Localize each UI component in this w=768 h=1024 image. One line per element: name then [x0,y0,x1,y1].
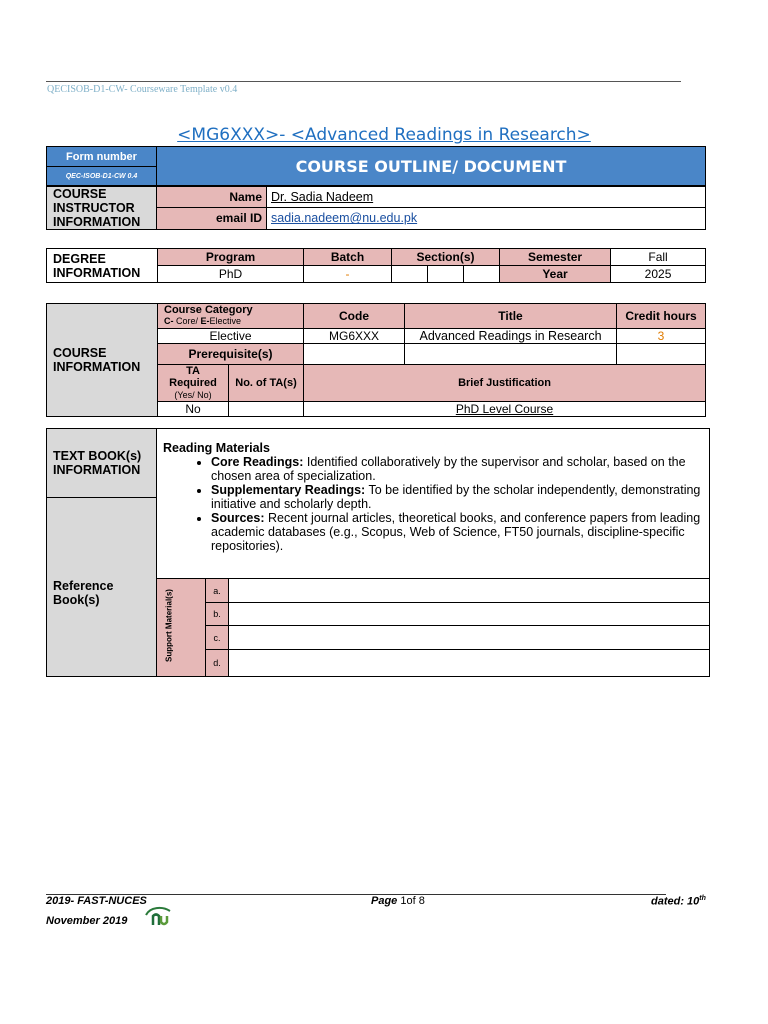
email-label: email ID [157,207,267,229]
support-row-field[interactable] [229,650,710,677]
reading-item-text: To be identified by the scholar independently, demonstrating initiative and scholarly depth. [211,483,701,511]
form-code: QEC-ISOB-D1-CW 0.4 [47,167,157,186]
header-rule [46,81,681,82]
reading-item [211,483,705,511]
prerequisite-cell [405,344,617,365]
reference-books-label: Reference Book(s) [47,579,157,677]
ta-required-value: No [158,402,229,417]
dated-text: dated: 10 [651,895,700,908]
reading-materials-list [163,455,705,553]
reading-item-title: Supplementary Readings: [211,483,366,497]
ta-required-title: TA Required [169,365,217,389]
course-category-title: Course Category [164,304,253,316]
template-code: QECISOB-D1-CW- Courseware Template v0.4 [47,84,238,95]
reading-item-text: Recent journal articles, theoretical books, and conference papers from leading academic databases (e.g., Scopus, Web of Science, FT50 journals, discipline-specific repositories). [211,511,701,553]
support-row-field[interactable] [229,626,710,650]
instructor-name: Dr. Sadia Nadeem [267,187,706,208]
core-text: Core/ [173,316,201,326]
justification-label: Brief Justification [304,365,706,402]
support-row-letter: b. [206,603,229,626]
textbook-table [46,428,710,677]
credit-hours-label: Credit hours [617,304,706,329]
ta-yes-no: (Yes/ No) [174,390,212,400]
reading-item-title: Core Readings: [211,455,304,469]
prerequisite-cell [304,344,405,365]
degree-section-label: DEGREE INFORMATION [47,249,158,283]
credit-hours-value: 3 [617,329,706,344]
section-cell [464,266,500,283]
code-value: MG6XXX [304,329,405,344]
support-material-label-cell [157,579,206,677]
course-category-label [158,304,304,329]
course-section-label: COURSE INFORMATION [47,304,158,417]
page-number [371,895,425,907]
elective-code: E- [200,316,210,326]
program-value: PhD [158,266,304,283]
batch-value: - [304,266,392,283]
title-value: Advanced Readings in Research [405,329,617,344]
reading-item [211,455,705,483]
support-row-field[interactable] [229,603,710,626]
instructor-section-label: COURSE INSTRUCTOR INFORMATION [47,187,157,230]
instructor-table [46,186,706,230]
nu-logo-icon [144,905,172,927]
section-cell [428,266,464,283]
support-row-letter: d. [206,650,229,677]
category-value: Elective [158,329,304,344]
reference-top-cell [47,498,157,579]
program-label: Program [158,249,304,266]
footer-month-year: November 2019 [46,915,128,927]
form-heading: COURSE OUTLINE/ DOCUMENT [157,147,706,186]
support-row-letter: c. [206,626,229,650]
core-code: C- [164,316,174,326]
semester-value: Fall [611,249,706,266]
footer-dated [651,895,706,908]
course-category-legend [164,316,299,327]
reading-materials-heading: Reading Materials [163,441,270,455]
textbook-section-label: TEXT BOOK(s) INFORMATION [47,429,157,498]
code-label: Code [304,304,405,329]
support-material-label-wrap [161,580,175,676]
ta-required-label [158,365,229,402]
elective-text: Elective [209,316,242,326]
support-row-field[interactable] [229,579,710,603]
form-number-label: Form number [47,147,157,167]
title-label: Title [405,304,617,329]
reading-item [211,511,705,553]
sections-label: Section(s) [392,249,500,266]
document-title: <MG6XXX>- <Advanced Readings in Research> [177,125,591,145]
prerequisites-label: Prerequisite(s) [158,344,304,365]
form-header-table [46,146,706,186]
page-of: 1of 8 [397,895,425,907]
year-value: 2025 [611,266,706,283]
name-label: Name [157,187,267,208]
year-label: Year [500,266,611,283]
degree-table [46,248,706,283]
justification-value: PhD Level Course [304,402,706,417]
footer-left: 2019- FAST-NUCES [46,895,147,907]
batch-label: Batch [304,249,392,266]
dated-sup: th [699,895,706,902]
instructor-email[interactable]: sadia.nadeem@nu.edu.pk [267,207,706,229]
support-row-letter: a. [206,579,229,603]
course-table [46,303,706,417]
num-ta-label: No. of TA(s) [229,365,304,402]
semester-label: Semester [500,249,611,266]
num-ta-value [229,402,304,417]
reading-item-title: Sources: [211,511,265,525]
prerequisite-cell [617,344,706,365]
section-cell [392,266,428,283]
page-word: Page [371,895,398,907]
reading-item-text: Identified collaboratively by the supervisor and scholar, based on the chosen area of specialization. [211,455,686,483]
support-material-label: Support Material(s) [164,588,174,662]
reading-materials [157,429,710,579]
